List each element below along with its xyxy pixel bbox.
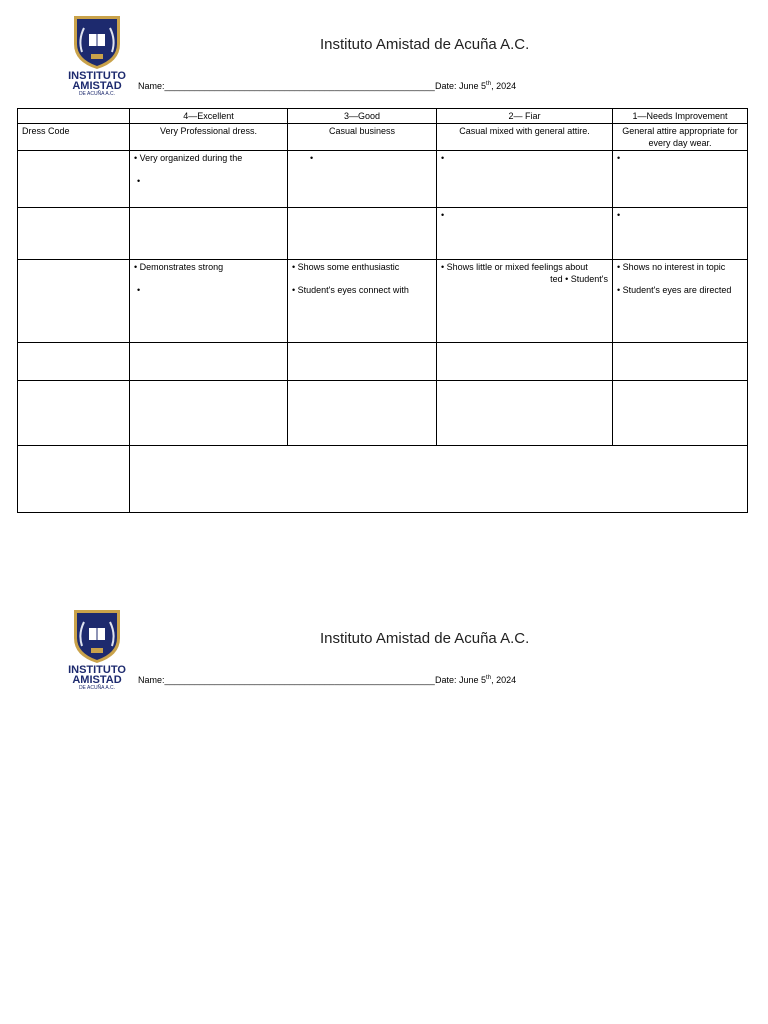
name-field: Name:______________________________________________________: [138, 81, 435, 91]
cell-good: [288, 208, 437, 260]
date-superscript: th: [486, 81, 492, 87]
table-row: [18, 446, 748, 513]
header-cell-needs-improvement: 1—Needs Improvement: [613, 109, 748, 124]
date-suffix: , 2024: [491, 675, 517, 685]
bullet-text: •: [441, 153, 445, 163]
cell-fair: [437, 208, 613, 260]
bullet-text: •: [617, 210, 621, 220]
merged-cell: [130, 446, 748, 513]
cell-excellent: Very Professional dress.: [130, 124, 288, 151]
school-logo: [66, 14, 128, 98]
cell-good: [288, 381, 437, 446]
school-logo: [66, 608, 128, 692]
cell-good: Casual business: [288, 124, 437, 151]
row-label-dress-code: Dress Code: [18, 124, 130, 151]
bullet-text: • Student's eyes are directed: [617, 285, 732, 295]
cell-needs-improvement: [613, 343, 748, 381]
cell-excellent: [130, 151, 288, 208]
bullet-text: • Shows no interest in topic: [617, 262, 726, 272]
crest-icon: [72, 14, 122, 70]
cell-good: [288, 151, 437, 208]
page-header-top: [0, 14, 768, 97]
bullet-text: ted • Student's: [550, 274, 608, 284]
header-cell-good: 3—Good: [288, 109, 437, 124]
date-field: [435, 675, 516, 685]
cell-fair: [437, 260, 613, 343]
table-row: [18, 124, 748, 151]
date-prefix: Date: June 5: [435, 81, 487, 91]
table-row: [18, 260, 748, 343]
cell-fair: [437, 343, 613, 381]
page-title: Instituto Amistad de Acuña A.C.: [320, 630, 530, 647]
cell-needs-improvement: [613, 381, 748, 446]
table-row: [18, 381, 748, 446]
logo-text-line3: DE ACUÑA A.C.: [78, 91, 116, 97]
header-cell-fair: 2— Fiar: [437, 109, 613, 124]
bullet-text: • Shows little or mixed feelings about: [441, 262, 588, 272]
date-field: [435, 81, 516, 91]
cell-fair: [437, 151, 613, 208]
bullet-text: • Very organized during the: [134, 153, 243, 163]
cell-good: [288, 343, 437, 381]
logo-text-line3: DE ACUÑA A.C.: [78, 685, 116, 691]
row-label: [18, 208, 130, 260]
bullet-text: •: [310, 153, 314, 163]
cell-excellent: [130, 343, 288, 381]
cell-needs-improvement: [613, 208, 748, 260]
cell-fair: Casual mixed with general attire.: [437, 124, 613, 151]
bullet-text: •: [617, 153, 621, 163]
bullet-text: •: [441, 210, 445, 220]
header-cell-excellent: 4—Excellent: [130, 109, 288, 124]
table-row: [18, 343, 748, 381]
bullet-text: •: [137, 285, 141, 295]
cell-good: [288, 260, 437, 343]
table-row: [18, 208, 748, 260]
row-label: [18, 343, 130, 381]
logo-text-line1: INSTITUTO: [68, 664, 126, 676]
name-field: Name:______________________________________________________: [138, 675, 435, 685]
cell-fair: [437, 381, 613, 446]
logo-text-line2: AMISTAD: [72, 674, 122, 686]
cell-excellent: [130, 260, 288, 343]
crest-icon: [72, 608, 122, 664]
bullet-text: •: [137, 176, 141, 186]
cell-excellent: [130, 381, 288, 446]
bullet-text: • Shows some enthusiastic: [292, 262, 400, 272]
row-label: [18, 381, 130, 446]
row-label: [18, 151, 130, 208]
table-row: [18, 151, 748, 208]
rubric-header-row: [18, 109, 748, 124]
bullet-text: • Student's eyes connect with: [292, 285, 409, 295]
row-label: [18, 260, 130, 343]
rubric-table: [17, 108, 748, 513]
bullet-text: • Demonstrates strong: [134, 262, 224, 272]
date-suffix: , 2024: [491, 81, 517, 91]
page-header-bottom: [0, 608, 768, 691]
header-cell-blank: [18, 109, 130, 124]
logo-text-line2: AMISTAD: [72, 80, 122, 92]
cell-needs-improvement: [613, 260, 748, 343]
row-label: [18, 446, 130, 513]
cell-needs-improvement: [613, 151, 748, 208]
date-superscript: th: [486, 675, 492, 681]
cell-excellent: [130, 208, 288, 260]
date-prefix: Date: June 5: [435, 675, 487, 685]
logo-text-line1: INSTITUTO: [68, 70, 126, 82]
page-title: Instituto Amistad de Acuña A.C.: [320, 36, 530, 53]
cell-needs-improvement: General attire appropriate for every day wear.: [613, 124, 748, 151]
